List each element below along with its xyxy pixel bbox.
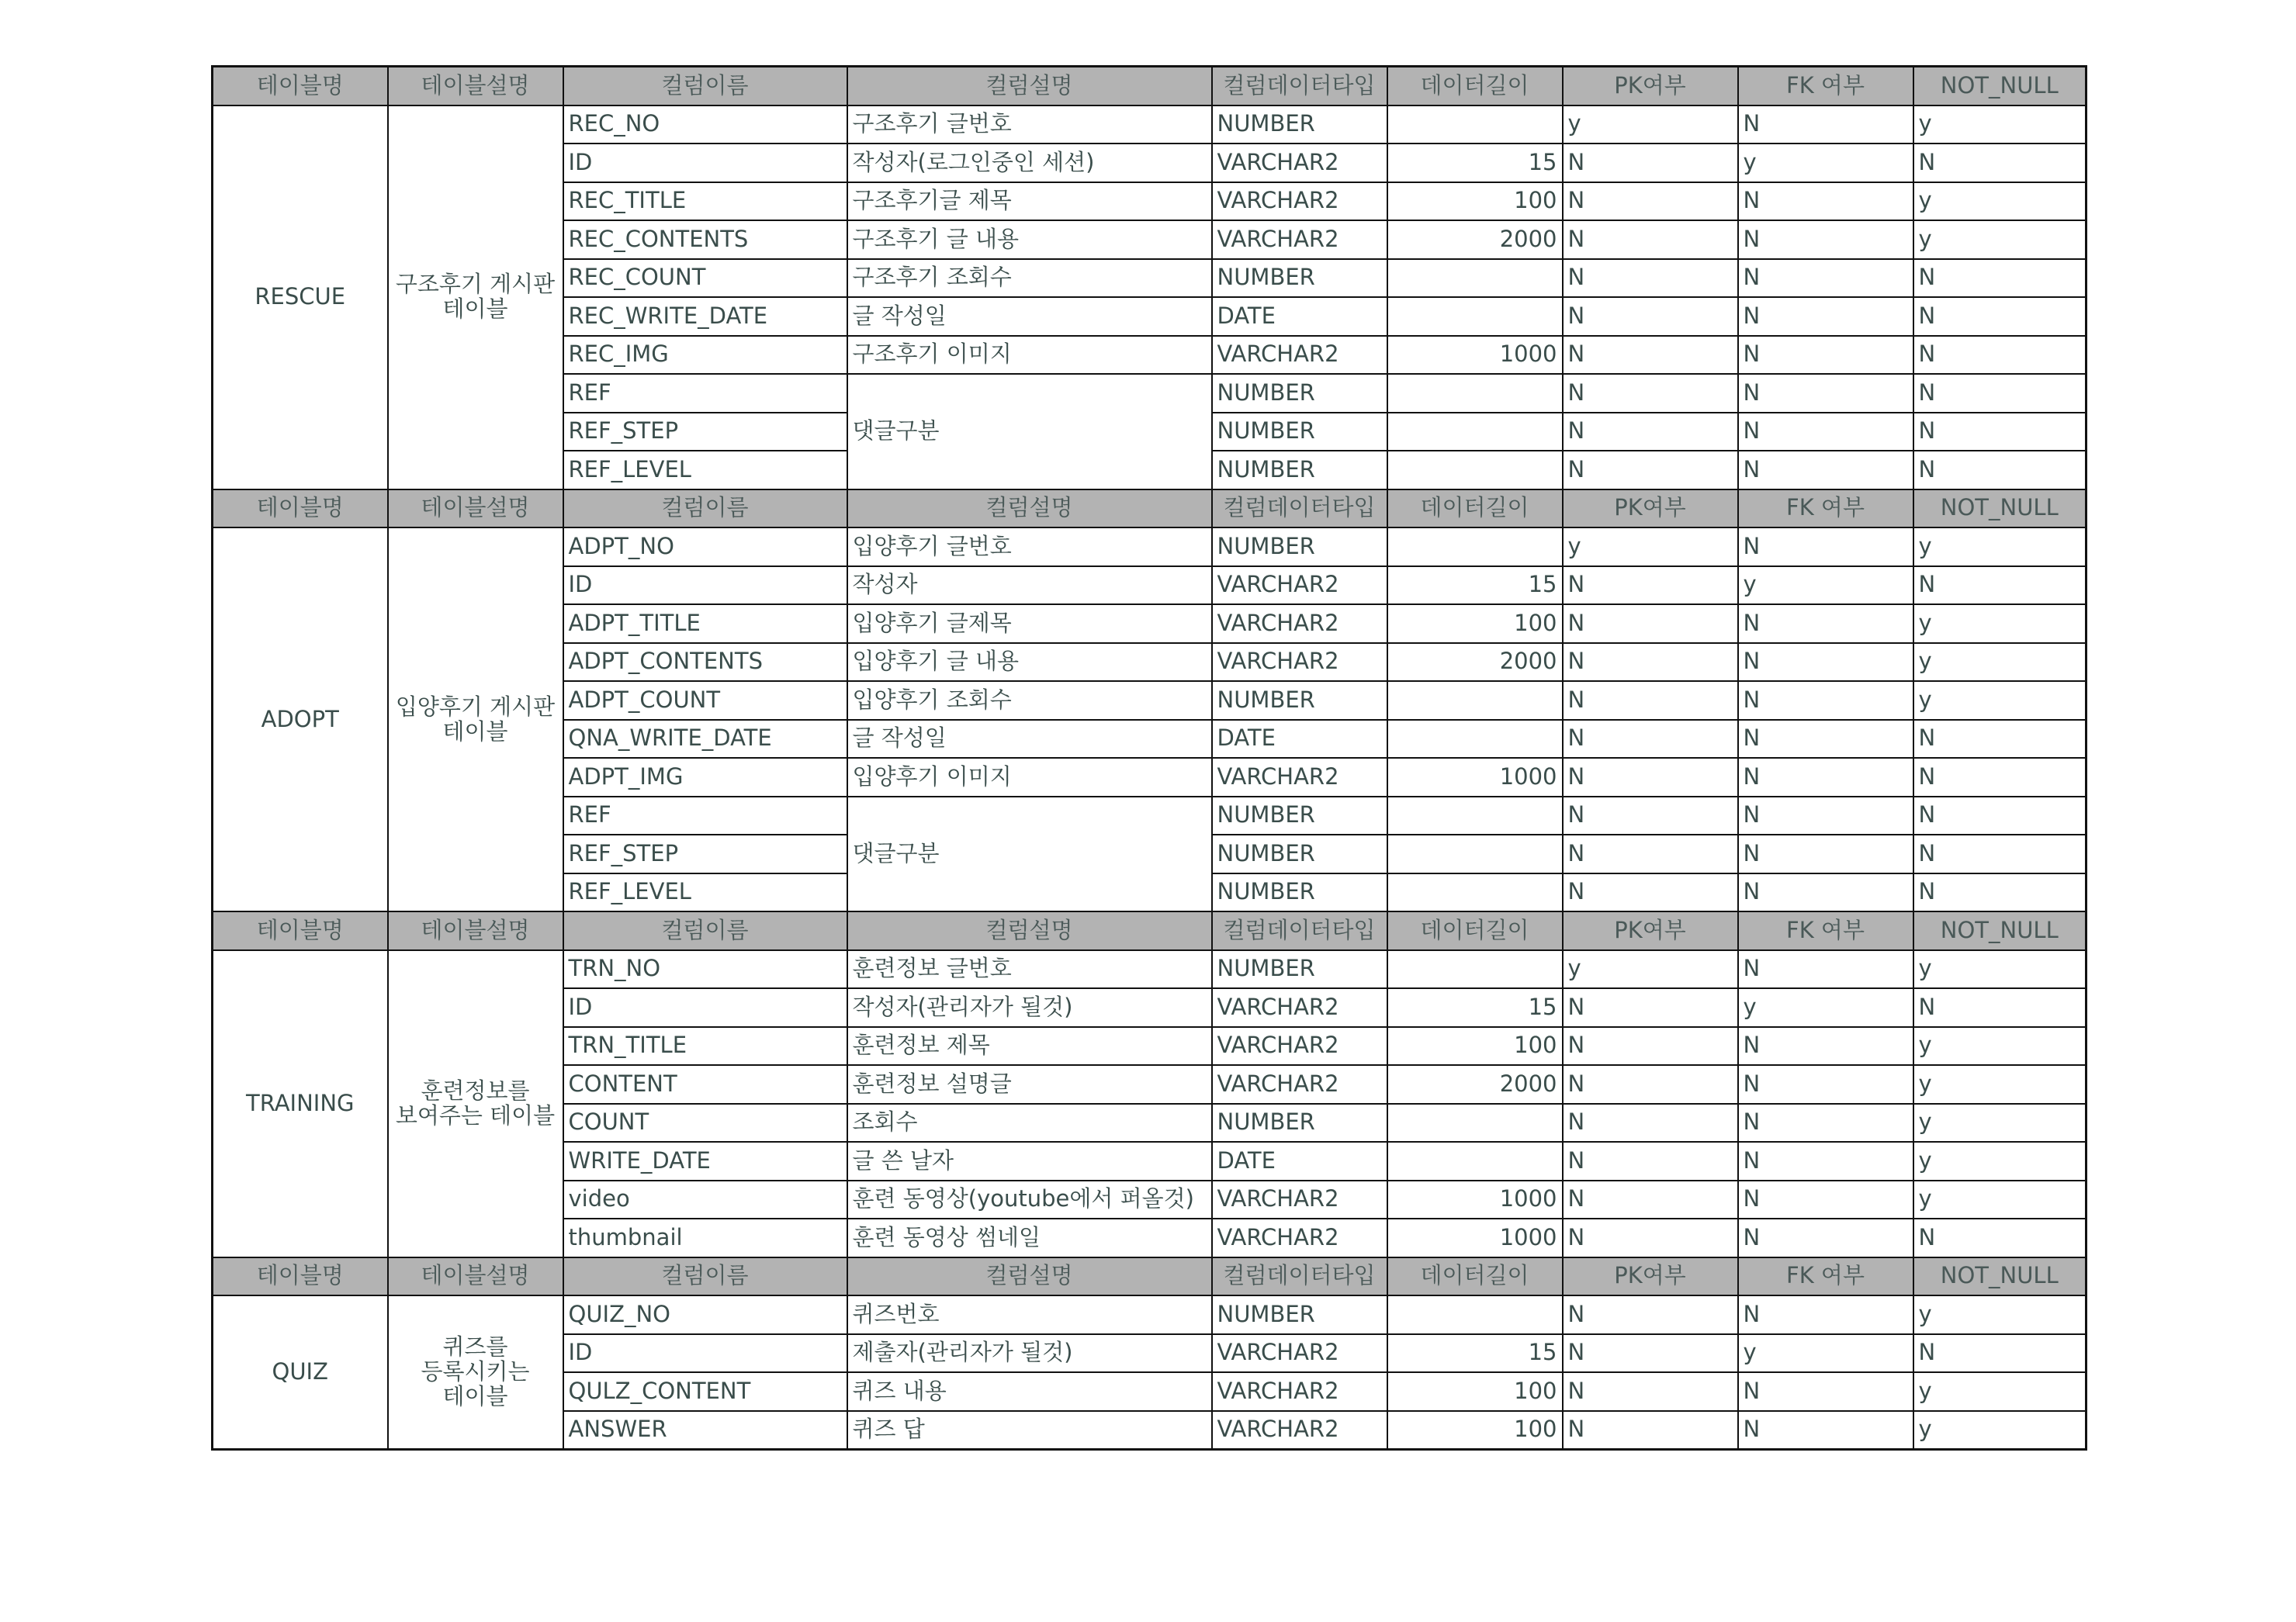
- data-type-cell: VARCHAR2: [1212, 1065, 1387, 1104]
- column-desc-cell: 입양후기 글 내용: [847, 643, 1212, 682]
- header-not-null: NOT_NULL: [1913, 489, 2086, 528]
- data-type-cell: NUMBER: [1212, 835, 1387, 873]
- data-length-cell: [1387, 1295, 1563, 1334]
- pk-cell: N: [1563, 758, 1738, 797]
- pk-cell: N: [1563, 1181, 1738, 1219]
- column-desc-cell: 퀴즈 내용: [847, 1372, 1212, 1411]
- header-table-name: 테이블명: [213, 911, 388, 950]
- fk-cell: N: [1738, 1295, 1913, 1334]
- column-desc-cell: 구조후기 글 내용: [847, 220, 1212, 259]
- data-length-cell: 100: [1387, 1411, 1563, 1450]
- pk-cell: N: [1563, 873, 1738, 912]
- fk-cell: N: [1738, 297, 1913, 336]
- column-name-cell: REC_IMG: [563, 336, 847, 375]
- table-name-cell: ADOPT: [213, 527, 388, 911]
- fk-cell: N: [1738, 720, 1913, 759]
- fk-cell: N: [1738, 604, 1913, 643]
- table-desc-cell: [388, 1295, 563, 1450]
- column-name-cell: REC_WRITE_DATE: [563, 297, 847, 336]
- not-null-cell: N: [1913, 835, 2086, 873]
- fk-cell: N: [1738, 1104, 1913, 1143]
- column-name-cell: REC_COUNT: [563, 259, 847, 298]
- pk-cell: N: [1563, 1219, 1738, 1257]
- pk-cell: N: [1563, 643, 1738, 682]
- fk-cell: N: [1738, 681, 1913, 720]
- data-length-cell: [1387, 259, 1563, 298]
- column-name-cell: ADPT_CONTENTS: [563, 643, 847, 682]
- column-name-cell: COUNT: [563, 1104, 847, 1143]
- header-column-desc: 컬럼설명: [847, 489, 1212, 528]
- fk-cell: N: [1738, 451, 1913, 489]
- pk-cell: y: [1563, 105, 1738, 144]
- header-table-name: 테이블명: [213, 67, 388, 105]
- not-null-cell: y: [1913, 220, 2086, 259]
- not-null-cell: y: [1913, 182, 2086, 221]
- data-type-cell: NUMBER: [1212, 413, 1387, 451]
- header-data-type: 컬럼데이터타입: [1212, 67, 1387, 105]
- table-desc-line: 테이블: [442, 1382, 508, 1409]
- not-null-cell: y: [1913, 1142, 2086, 1181]
- fk-cell: N: [1738, 1411, 1913, 1450]
- header-row: [213, 1257, 2086, 1296]
- column-desc-cell: 조회수: [847, 1104, 1212, 1143]
- data-type-cell: VARCHAR2: [1212, 566, 1387, 605]
- data-length-cell: [1387, 413, 1563, 451]
- data-length-cell: 15: [1387, 1334, 1563, 1373]
- pk-cell: N: [1563, 1411, 1738, 1450]
- table-desc-line: 퀴즈를: [442, 1333, 508, 1361]
- not-null-cell: y: [1913, 105, 2086, 144]
- table-desc-line: 테이블: [442, 296, 508, 322]
- fk-cell: N: [1738, 1027, 1913, 1066]
- pk-cell: N: [1563, 336, 1738, 375]
- data-type-cell: VARCHAR2: [1212, 1372, 1387, 1411]
- column-name-cell: REC_NO: [563, 105, 847, 144]
- fk-cell: N: [1738, 336, 1913, 375]
- column-name-cell: ADPT_IMG: [563, 758, 847, 797]
- data-length-cell: [1387, 451, 1563, 489]
- not-null-cell: N: [1913, 336, 2086, 375]
- data-length-cell: [1387, 873, 1563, 912]
- column-name-cell: REC_TITLE: [563, 182, 847, 221]
- data-length-cell: 100: [1387, 1372, 1563, 1411]
- pk-cell: N: [1563, 681, 1738, 720]
- data-type-cell: VARCHAR2: [1212, 1411, 1387, 1450]
- pk-cell: N: [1563, 1027, 1738, 1066]
- column-desc-cell: 댓글구분: [847, 374, 1212, 489]
- header-data-length: 데이터길이: [1387, 489, 1563, 528]
- data-length-cell: [1387, 797, 1563, 835]
- data-length-cell: 100: [1387, 604, 1563, 643]
- not-null-cell: y: [1913, 681, 2086, 720]
- not-null-cell: N: [1913, 144, 2086, 182]
- not-null-cell: N: [1913, 797, 2086, 835]
- column-name-cell: ID: [563, 144, 847, 182]
- data-length-cell: [1387, 527, 1563, 566]
- fk-cell: N: [1738, 950, 1913, 989]
- pk-cell: N: [1563, 1065, 1738, 1104]
- column-desc-cell: 댓글구분: [847, 797, 1212, 912]
- column-name-cell: ID: [563, 1334, 847, 1373]
- column-name-cell: video: [563, 1181, 847, 1219]
- header-pk: PK여부: [1563, 911, 1738, 950]
- not-null-cell: y: [1913, 1065, 2086, 1104]
- data-length-cell: 1000: [1387, 1219, 1563, 1257]
- column-desc-cell: 작성자: [847, 566, 1212, 605]
- column-name-cell: QNA_WRITE_DATE: [563, 720, 847, 759]
- pk-cell: N: [1563, 566, 1738, 605]
- data-length-cell: 100: [1387, 1027, 1563, 1066]
- fk-cell: y: [1738, 988, 1913, 1027]
- column-desc-cell: 구조후기 조회수: [847, 259, 1212, 298]
- pk-cell: N: [1563, 604, 1738, 643]
- table-desc-cell: [388, 527, 563, 911]
- data-length-cell: 1000: [1387, 758, 1563, 797]
- column-desc-cell: 제출자(관리자가 될것): [847, 1334, 1212, 1373]
- fk-cell: y: [1738, 1334, 1913, 1373]
- header-column-name: 컬럼이름: [563, 67, 847, 105]
- data-type-cell: VARCHAR2: [1212, 1181, 1387, 1219]
- data-type-cell: NUMBER: [1212, 873, 1387, 912]
- table-desc-line: 구조후기 게시판: [395, 271, 556, 298]
- header-not-null: NOT_NULL: [1913, 1257, 2086, 1296]
- column-name-cell: WRITE_DATE: [563, 1142, 847, 1181]
- not-null-cell: N: [1913, 758, 2086, 797]
- header-column-desc: 컬럼설명: [847, 67, 1212, 105]
- column-desc-cell: 글 작성일: [847, 297, 1212, 336]
- pk-cell: N: [1563, 1104, 1738, 1143]
- not-null-cell: y: [1913, 950, 2086, 989]
- header-pk: PK여부: [1563, 1257, 1738, 1296]
- table-desc-line: 보여주는 테이블: [395, 1102, 556, 1129]
- column-name-cell: ADPT_NO: [563, 527, 847, 566]
- data-length-cell: 15: [1387, 988, 1563, 1027]
- table-row: [213, 1295, 2086, 1334]
- table-row: [213, 527, 2086, 566]
- column-desc-cell: 훈련 동영상 썸네일: [847, 1219, 1212, 1257]
- header-not-null: NOT_NULL: [1913, 911, 2086, 950]
- not-null-cell: N: [1913, 988, 2086, 1027]
- fk-cell: N: [1738, 527, 1913, 566]
- column-name-cell: CONTENT: [563, 1065, 847, 1104]
- not-null-cell: N: [1913, 413, 2086, 451]
- table-desc-line: 입양후기 게시판: [395, 693, 556, 720]
- fk-cell: N: [1738, 1181, 1913, 1219]
- column-name-cell: REF_STEP: [563, 835, 847, 873]
- pk-cell: N: [1563, 220, 1738, 259]
- header-column-desc: 컬럼설명: [847, 1257, 1212, 1296]
- not-null-cell: N: [1913, 566, 2086, 605]
- header-data-length: 데이터길이: [1387, 911, 1563, 950]
- pk-cell: N: [1563, 1295, 1738, 1334]
- data-type-cell: NUMBER: [1212, 797, 1387, 835]
- table-row: [213, 105, 2086, 144]
- pk-cell: N: [1563, 988, 1738, 1027]
- column-name-cell: TRN_TITLE: [563, 1027, 847, 1066]
- data-type-cell: NUMBER: [1212, 259, 1387, 298]
- pk-cell: N: [1563, 297, 1738, 336]
- column-name-cell: REF_LEVEL: [563, 451, 847, 489]
- not-null-cell: N: [1913, 720, 2086, 759]
- data-type-cell: NUMBER: [1212, 681, 1387, 720]
- data-type-cell: NUMBER: [1212, 950, 1387, 989]
- data-type-cell: DATE: [1212, 720, 1387, 759]
- data-type-cell: VARCHAR2: [1212, 604, 1387, 643]
- data-type-cell: VARCHAR2: [1212, 1027, 1387, 1066]
- not-null-cell: y: [1913, 1411, 2086, 1450]
- pk-cell: N: [1563, 797, 1738, 835]
- header-column-name: 컬럼이름: [563, 911, 847, 950]
- column-desc-cell: 훈련정보 제목: [847, 1027, 1212, 1066]
- column-name-cell: QULZ_CONTENT: [563, 1372, 847, 1411]
- header-row: [213, 489, 2086, 528]
- data-length-cell: [1387, 374, 1563, 413]
- data-type-cell: DATE: [1212, 1142, 1387, 1181]
- data-length-cell: 2000: [1387, 643, 1563, 682]
- data-type-cell: VARCHAR2: [1212, 220, 1387, 259]
- column-desc-cell: 글 작성일: [847, 720, 1212, 759]
- data-type-cell: VARCHAR2: [1212, 643, 1387, 682]
- header-table-desc: 테이블설명: [388, 489, 563, 528]
- column-desc-cell: 입양후기 글번호: [847, 527, 1212, 566]
- data-type-cell: VARCHAR2: [1212, 1219, 1387, 1257]
- not-null-cell: y: [1913, 1104, 2086, 1143]
- column-desc-cell: 훈련 동영상(youtube에서 퍼올것): [847, 1181, 1212, 1219]
- column-name-cell: REF: [563, 374, 847, 413]
- fk-cell: N: [1738, 873, 1913, 912]
- schema-table: [211, 65, 2087, 1451]
- not-null-cell: N: [1913, 374, 2086, 413]
- data-length-cell: [1387, 1142, 1563, 1181]
- not-null-cell: y: [1913, 527, 2086, 566]
- fk-cell: N: [1738, 1372, 1913, 1411]
- data-length-cell: [1387, 105, 1563, 144]
- fk-cell: N: [1738, 1065, 1913, 1104]
- fk-cell: N: [1738, 1142, 1913, 1181]
- pk-cell: N: [1563, 182, 1738, 221]
- pk-cell: N: [1563, 413, 1738, 451]
- data-type-cell: NUMBER: [1212, 374, 1387, 413]
- not-null-cell: y: [1913, 1295, 2086, 1334]
- column-desc-cell: 훈련정보 설명글: [847, 1065, 1212, 1104]
- table-name-cell: QUIZ: [213, 1295, 388, 1450]
- data-length-cell: 2000: [1387, 220, 1563, 259]
- column-name-cell: QUIZ_NO: [563, 1295, 847, 1334]
- not-null-cell: N: [1913, 1219, 2086, 1257]
- data-type-cell: NUMBER: [1212, 451, 1387, 489]
- column-desc-cell: 구조후기 이미지: [847, 336, 1212, 375]
- table-row: [213, 950, 2086, 989]
- fk-cell: N: [1738, 835, 1913, 873]
- column-name-cell: ID: [563, 988, 847, 1027]
- header-data-type: 컬럼데이터타입: [1212, 1257, 1387, 1296]
- fk-cell: y: [1738, 566, 1913, 605]
- column-name-cell: REF: [563, 797, 847, 835]
- fk-cell: N: [1738, 182, 1913, 221]
- data-type-cell: NUMBER: [1212, 105, 1387, 144]
- table-desc-line: 테이블: [442, 718, 508, 745]
- data-length-cell: 100: [1387, 182, 1563, 221]
- column-desc-cell: 작성자(로그인중인 세션): [847, 144, 1212, 182]
- data-type-cell: VARCHAR2: [1212, 758, 1387, 797]
- header-row: [213, 911, 2086, 950]
- fk-cell: N: [1738, 220, 1913, 259]
- column-name-cell: REF_STEP: [563, 413, 847, 451]
- data-type-cell: DATE: [1212, 297, 1387, 336]
- data-type-cell: VARCHAR2: [1212, 182, 1387, 221]
- column-desc-cell: 입양후기 이미지: [847, 758, 1212, 797]
- header-fk: FK 여부: [1738, 489, 1913, 528]
- column-name-cell: REC_CONTENTS: [563, 220, 847, 259]
- column-name-cell: ADPT_COUNT: [563, 681, 847, 720]
- pk-cell: N: [1563, 374, 1738, 413]
- schema-document: [211, 65, 2085, 1451]
- table-desc-cell: [388, 105, 563, 489]
- data-length-cell: 15: [1387, 566, 1563, 605]
- header-not-null: NOT_NULL: [1913, 67, 2086, 105]
- fk-cell: N: [1738, 413, 1913, 451]
- header-fk: FK 여부: [1738, 67, 1913, 105]
- pk-cell: y: [1563, 527, 1738, 566]
- column-name-cell: thumbnail: [563, 1219, 847, 1257]
- table-desc-line: 훈련정보를: [421, 1077, 530, 1104]
- not-null-cell: N: [1913, 1334, 2086, 1373]
- not-null-cell: N: [1913, 297, 2086, 336]
- fk-cell: N: [1738, 374, 1913, 413]
- header-data-type: 컬럼데이터타입: [1212, 489, 1387, 528]
- header-table-desc: 테이블설명: [388, 1257, 563, 1296]
- not-null-cell: y: [1913, 643, 2086, 682]
- pk-cell: N: [1563, 1334, 1738, 1373]
- data-length-cell: 15: [1387, 144, 1563, 182]
- data-length-cell: [1387, 835, 1563, 873]
- not-null-cell: N: [1913, 451, 2086, 489]
- data-length-cell: [1387, 681, 1563, 720]
- data-length-cell: [1387, 1104, 1563, 1143]
- data-type-cell: NUMBER: [1212, 1295, 1387, 1334]
- column-name-cell: ID: [563, 566, 847, 605]
- not-null-cell: N: [1913, 259, 2086, 298]
- fk-cell: N: [1738, 797, 1913, 835]
- header-pk: PK여부: [1563, 489, 1738, 528]
- header-pk: PK여부: [1563, 67, 1738, 105]
- column-desc-cell: 입양후기 글제목: [847, 604, 1212, 643]
- data-type-cell: NUMBER: [1212, 527, 1387, 566]
- not-null-cell: N: [1913, 873, 2086, 912]
- pk-cell: N: [1563, 451, 1738, 489]
- column-desc-cell: 구조후기글 제목: [847, 182, 1212, 221]
- column-desc-cell: 구조후기 글번호: [847, 105, 1212, 144]
- column-desc-cell: 퀴즈번호: [847, 1295, 1212, 1334]
- header-column-name: 컬럼이름: [563, 489, 847, 528]
- data-type-cell: VARCHAR2: [1212, 988, 1387, 1027]
- column-name-cell: REF_LEVEL: [563, 873, 847, 912]
- pk-cell: N: [1563, 720, 1738, 759]
- pk-cell: N: [1563, 144, 1738, 182]
- pk-cell: N: [1563, 259, 1738, 298]
- pk-cell: y: [1563, 950, 1738, 989]
- not-null-cell: y: [1913, 604, 2086, 643]
- table-desc-line: 등록시키는: [421, 1358, 530, 1385]
- data-length-cell: [1387, 950, 1563, 989]
- header-data-length: 데이터길이: [1387, 67, 1563, 105]
- fk-cell: y: [1738, 144, 1913, 182]
- header-data-type: 컬럼데이터타입: [1212, 911, 1387, 950]
- header-fk: FK 여부: [1738, 1257, 1913, 1296]
- data-length-cell: [1387, 720, 1563, 759]
- data-length-cell: 1000: [1387, 1181, 1563, 1219]
- not-null-cell: y: [1913, 1027, 2086, 1066]
- column-desc-cell: 글 쓴 날자: [847, 1142, 1212, 1181]
- fk-cell: N: [1738, 259, 1913, 298]
- table-desc-cell: [388, 950, 563, 1257]
- header-table-name: 테이블명: [213, 489, 388, 528]
- fk-cell: N: [1738, 105, 1913, 144]
- column-name-cell: TRN_NO: [563, 950, 847, 989]
- column-name-cell: ADPT_TITLE: [563, 604, 847, 643]
- data-type-cell: VARCHAR2: [1212, 1334, 1387, 1373]
- header-column-name: 컬럼이름: [563, 1257, 847, 1296]
- column-name-cell: ANSWER: [563, 1411, 847, 1450]
- fk-cell: N: [1738, 1219, 1913, 1257]
- column-desc-cell: 훈련정보 글번호: [847, 950, 1212, 989]
- column-desc-cell: 퀴즈 답: [847, 1411, 1212, 1450]
- table-name-cell: RESCUE: [213, 105, 388, 489]
- header-fk: FK 여부: [1738, 911, 1913, 950]
- header-table-desc: 테이블설명: [388, 67, 563, 105]
- header-table-desc: 테이블설명: [388, 911, 563, 950]
- data-type-cell: VARCHAR2: [1212, 144, 1387, 182]
- table-name-cell: TRAINING: [213, 950, 388, 1257]
- fk-cell: N: [1738, 758, 1913, 797]
- not-null-cell: y: [1913, 1372, 2086, 1411]
- pk-cell: N: [1563, 835, 1738, 873]
- data-length-cell: 2000: [1387, 1065, 1563, 1104]
- header-row: [213, 67, 2086, 105]
- pk-cell: N: [1563, 1372, 1738, 1411]
- column-desc-cell: 작성자(관리자가 될것): [847, 988, 1212, 1027]
- column-desc-cell: 입양후기 조회수: [847, 681, 1212, 720]
- header-column-desc: 컬럼설명: [847, 911, 1212, 950]
- data-type-cell: VARCHAR2: [1212, 336, 1387, 375]
- not-null-cell: y: [1913, 1181, 2086, 1219]
- header-data-length: 데이터길이: [1387, 1257, 1563, 1296]
- data-type-cell: NUMBER: [1212, 1104, 1387, 1143]
- pk-cell: N: [1563, 1142, 1738, 1181]
- data-length-cell: [1387, 297, 1563, 336]
- header-table-name: 테이블명: [213, 1257, 388, 1296]
- data-length-cell: 1000: [1387, 336, 1563, 375]
- fk-cell: N: [1738, 643, 1913, 682]
